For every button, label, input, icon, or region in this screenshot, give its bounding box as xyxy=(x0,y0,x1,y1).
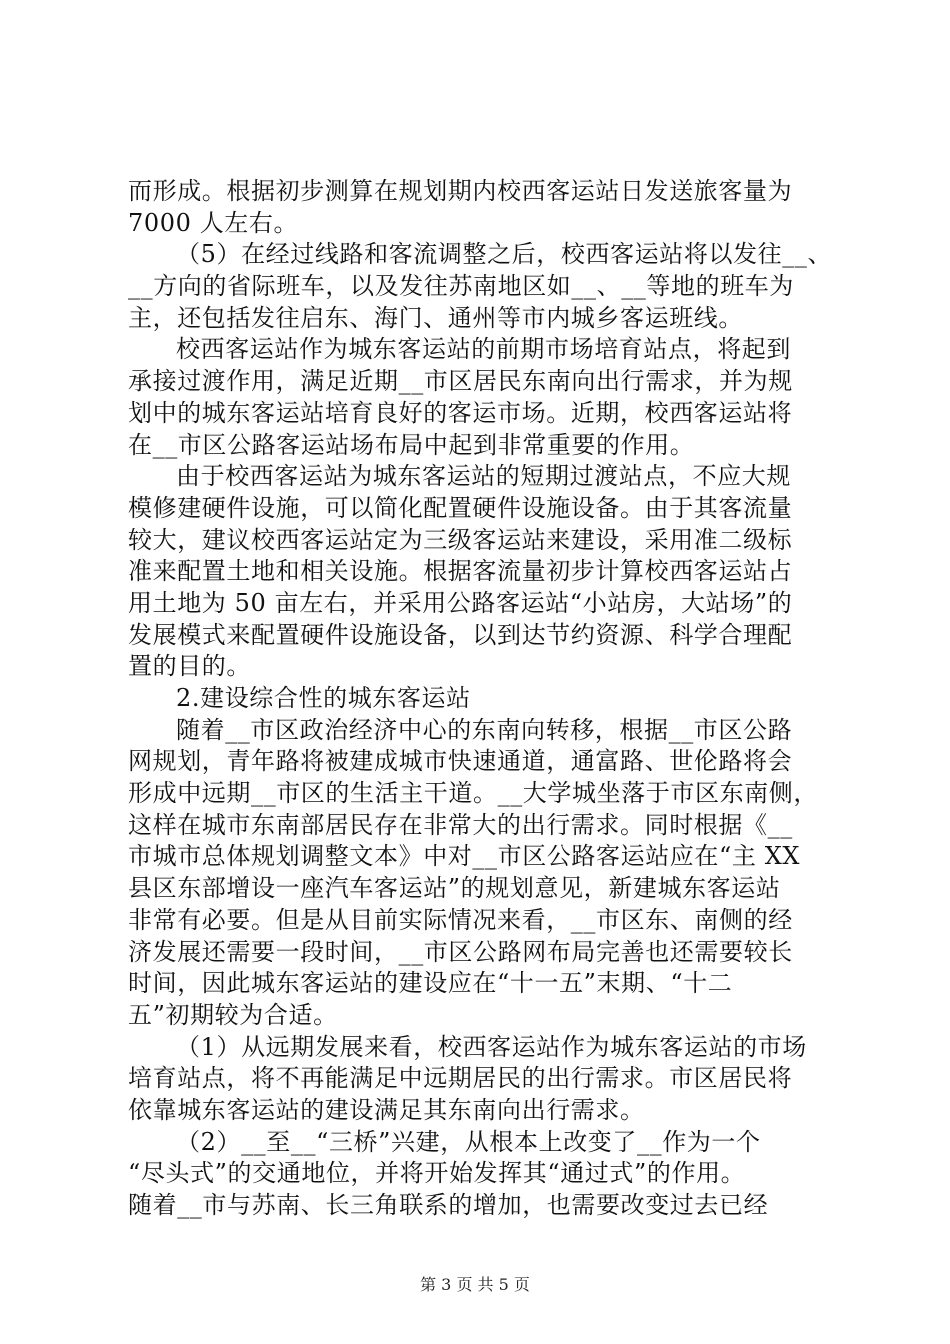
paragraph-line: 校西客运站作为城东客运站的前期市场培育站点，将起到 xyxy=(176,335,791,364)
text-line: 主，还包括发往启东、海门、通州等市内城乡客运班线。 xyxy=(128,303,743,332)
page-footer: 第 3 页 共 5 页 xyxy=(420,1275,530,1294)
text-line: 非常有必要。但是从目前实际情况来看，__市区东、南侧的经 xyxy=(128,905,793,934)
text-line: 网规划，青年路将被建成城市快速通道，通富路、世伦路将会 xyxy=(128,747,793,776)
text-line: 形成中远期__市区的生活主干道。__大学城坐落于市区东南侧， xyxy=(128,779,818,808)
text-line: 用土地为 50 亩左右，并采用公路客运站“小站房，大站场”的 xyxy=(128,588,793,617)
text-line: 置的目的。 xyxy=(128,652,251,681)
paragraph-line: 由于校西客运站为城东客运站的短期过渡站点，不应大规 xyxy=(176,462,791,491)
text-line: 准来配置土地和相关设施。根据客流量初步计算校西客运站占 xyxy=(128,557,793,586)
text-line: 划中的城东客运站培育良好的客运市场。近期，校西客运站将 xyxy=(128,398,793,427)
text-line: “尽头式”的交通地位，并将开始发挥其“通过式”的作用。 xyxy=(128,1159,746,1188)
text-line: 承接过渡作用，满足近期__市区居民东南向出行需求，并为规 xyxy=(128,367,793,396)
section-heading: 2.建设综合性的城东客运站 xyxy=(176,684,471,712)
text-line: 培育站点，将不再能满足中远期居民的出行需求。市区居民将 xyxy=(128,1064,793,1093)
text-line: 发展模式来配置硬件设施设备，以到达节约资源、科学合理配 xyxy=(128,620,793,649)
text-line: __方向的省际班车，以及发往苏南地区如__、__等地的班车为 xyxy=(128,272,794,301)
document-body xyxy=(128,176,833,1222)
text-line: 县区东部增设一座汽车客运站”的规划意见，新建城东客运站 xyxy=(128,874,781,903)
text-line: 7000 人左右。 xyxy=(128,208,299,237)
text-line: 济发展还需要一段时间，__市区公路网布局完善也还需要较长 xyxy=(128,937,793,966)
text-line: 时间，因此城东客运站的建设应在“十一五”末期、“十二 xyxy=(128,969,733,998)
paragraph-line: （2）__至__“三桥”兴建，从根本上改变了__作为一个 xyxy=(176,1127,761,1156)
text-line: 在__市区公路客运站场布局中起到非常重要的作用。 xyxy=(128,430,695,459)
paragraph-line: （1）从远期发展来看，校西客运站作为城东客运站的市场 xyxy=(176,1032,807,1061)
text-line: 五”初期较为合适。 xyxy=(128,1000,338,1029)
text-line: 依靠城东客运站的建设满足其东南向出行需求。 xyxy=(128,1095,645,1124)
paragraph-line: （5）在经过线路和客流调整之后，校西客运站将以发往__、 xyxy=(176,240,833,269)
text-line: 而形成。根据初步测算在规划期内校西客运站日发送旅客量为 xyxy=(128,177,793,205)
text-line: 较大，建议校西客运站定为三级客运站来建设，采用准二级标 xyxy=(128,525,793,554)
text-line: 市城市总体规划调整文本》中对__市区公路客运站应在“主 XX xyxy=(128,842,801,871)
text-line: 随着__市与苏南、长三角联系的增加，也需要改变过去已经 xyxy=(128,1191,769,1219)
text-line: 这样在城市东南部居民存在非常大的出行需求。同时根据《__ xyxy=(128,810,793,839)
text-line: 模修建硬件设施，可以简化配置硬件设施设备。由于其客流量 xyxy=(128,493,793,522)
paragraph-line: 随着__市区政治经济中心的东南向转移，根据__市区公路 xyxy=(176,715,793,744)
